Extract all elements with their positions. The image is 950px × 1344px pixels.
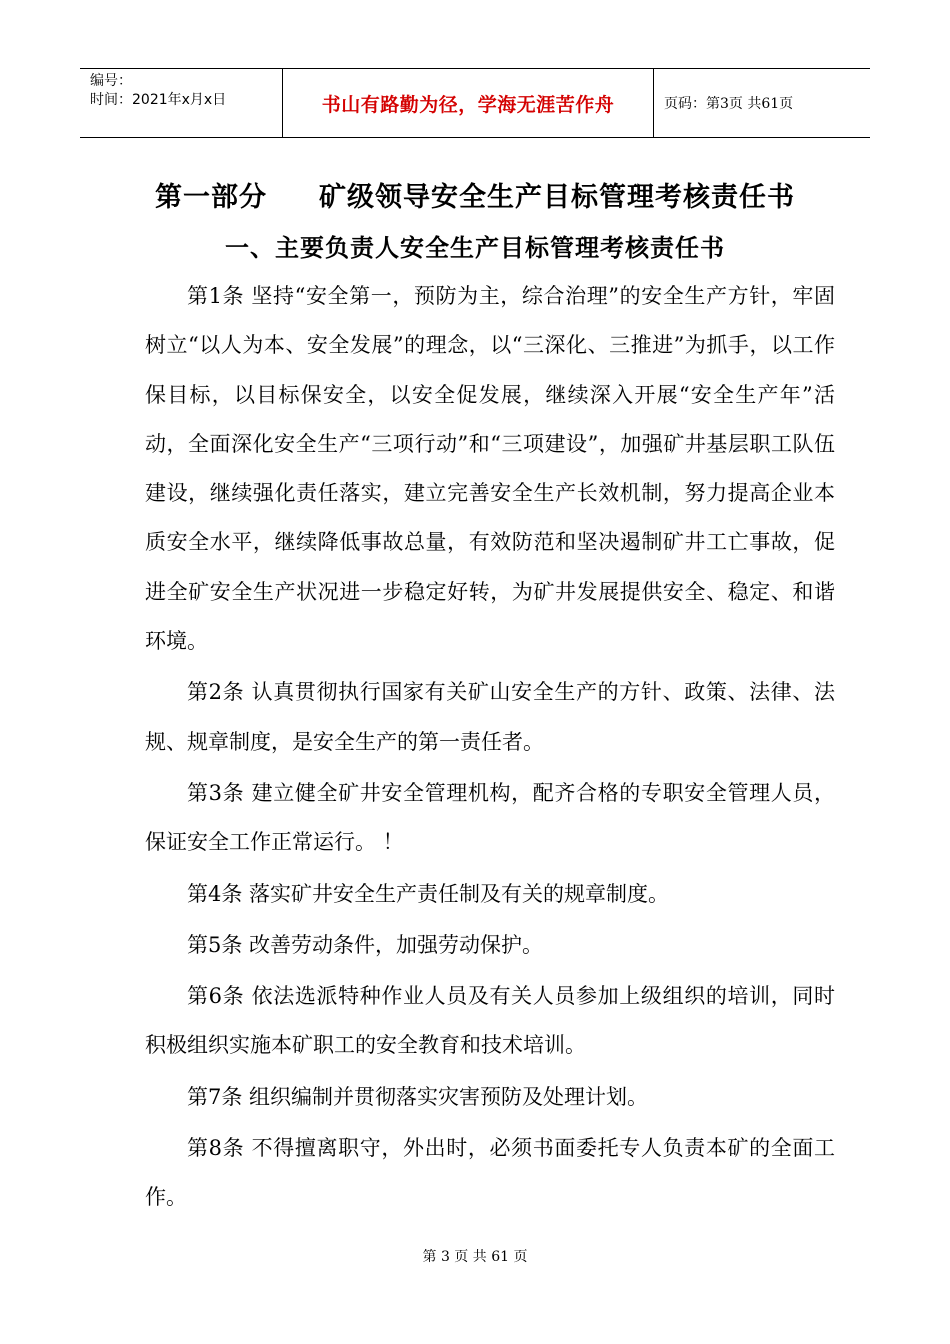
- number-label: 编号：: [90, 73, 132, 89]
- header-meta: [80, 69, 282, 137]
- article-5: 第5条 改善劳动条件，加强劳动保护。: [187, 932, 544, 957]
- header-page-code: 页码：第3页 共61页: [664, 96, 794, 112]
- document-title: 第一部分 矿级领导安全生产目标管理考核责任书: [155, 182, 795, 213]
- article-6: 第6条 依法选派特种作业人员及有关人员参加上级组织的培训，同时积极组织实施本矿职工的安全教育和技术培训。: [145, 984, 835, 1058]
- article-7: 第7条 组织编制并贯彻落实灾害预防及处理计划。: [187, 1084, 649, 1109]
- time-label: 时间：2021年x月x日: [90, 92, 227, 108]
- header-table: [80, 68, 870, 138]
- article-8: 第8条 不得擅离职守，外出时，必须书面委托专人负责本矿的全面工作。: [145, 1136, 835, 1210]
- section-title: 一、主要负责人安全生产目标管理考核责任书: [225, 233, 725, 262]
- article-4: 第4条 落实矿井安全生产责任制及有关的规章制度。: [187, 881, 670, 906]
- article-2: 第2条 认真贯彻执行国家有关矿山安全生产的方针、政策、法律、法规、规章制度，是安全生产的第一责任者。: [145, 680, 835, 754]
- article-1: 第1条 坚持“安全第一，预防为主，综合治理”的安全生产方针，牢固树立“以人为本、安全发展”的理念，以“三深化、三推进”为抓手，以工作保目标，以目标保安全，以安全促发展，继续深入开展“安全生产年”活动，全面深化安全生产“三项行动”和“三项建设”，加强矿井基层职工队伍建设，继续强化责任落实，建立完善安全生产长效机制，努力提高企业本质安全水平，继续降低事故总量，有效防范和坚决遏制矿井工亡事故，促进全矿安全生产状况进一步稳定好转，为矿井发展提供安全、稳定、和谐环境。: [145, 284, 835, 654]
- article-3: 第3条 建立健全矿井安全管理机构，配齐合格的专职安全管理人员，保证安全工作正常运行。 ！: [145, 780, 835, 855]
- header-motto: 书山有路勤为径，学海无涯苦作舟: [282, 69, 654, 137]
- page-footer: 第 3 页 共 61 页: [422, 1249, 528, 1265]
- document-body: [145, 272, 835, 1223]
